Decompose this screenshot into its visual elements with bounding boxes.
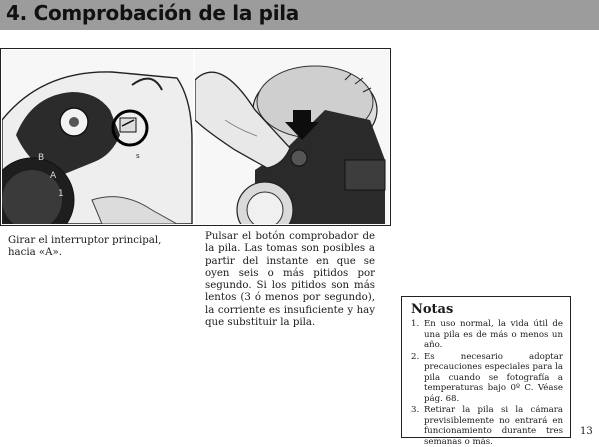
- page-number: 13: [580, 426, 593, 437]
- figure-frame: [0, 48, 391, 226]
- svg-text:A: A: [50, 171, 57, 181]
- note-item: [411, 319, 563, 351]
- caption-left: Girar el interruptor principal, hacia «A».: [8, 235, 162, 259]
- battery-check-button-illustration: [195, 50, 389, 224]
- note-item: [411, 405, 563, 447]
- svg-text:1: 1: [58, 189, 64, 199]
- note-text: Retirar la pila si la cámara previsiblemente no entrará en funcionamiento durante tres semanas o más.: [424, 405, 563, 447]
- note-number: 3.: [411, 405, 420, 415]
- notes-title: Notas: [411, 302, 454, 317]
- camera-mode-dial-illustration: [2, 50, 193, 224]
- note-number: 1.: [411, 319, 420, 329]
- note-number: 2.: [411, 351, 420, 362]
- section-title: 4. Comprobación de la pila: [6, 1, 300, 25]
- note-text: En uso normal, la vida útil de una pila es de más o menos un año.: [424, 319, 563, 350]
- section-header-bar: [0, 0, 599, 30]
- note-text: Es necesario adoptar precauciones especiales para la pila cuando se fotografía a temperaturas bajo 0º C. Véase pág. 68.: [424, 351, 563, 404]
- note-item: [411, 352, 563, 405]
- svg-text:s: s: [136, 152, 140, 160]
- svg-text:B: B: [38, 153, 45, 163]
- notes-list: [411, 319, 563, 447]
- caption-right: Pulsar el botón comprobador de la pila. Las tomas son posibles a partir del instante en que se oyen seis o más pitidos por segundo. Si los pitidos son más lentos (3 ó menos por segundo), la corriente es insuficiente y hay que substituir la pila.: [205, 231, 375, 329]
- notes-box: [401, 296, 571, 447]
